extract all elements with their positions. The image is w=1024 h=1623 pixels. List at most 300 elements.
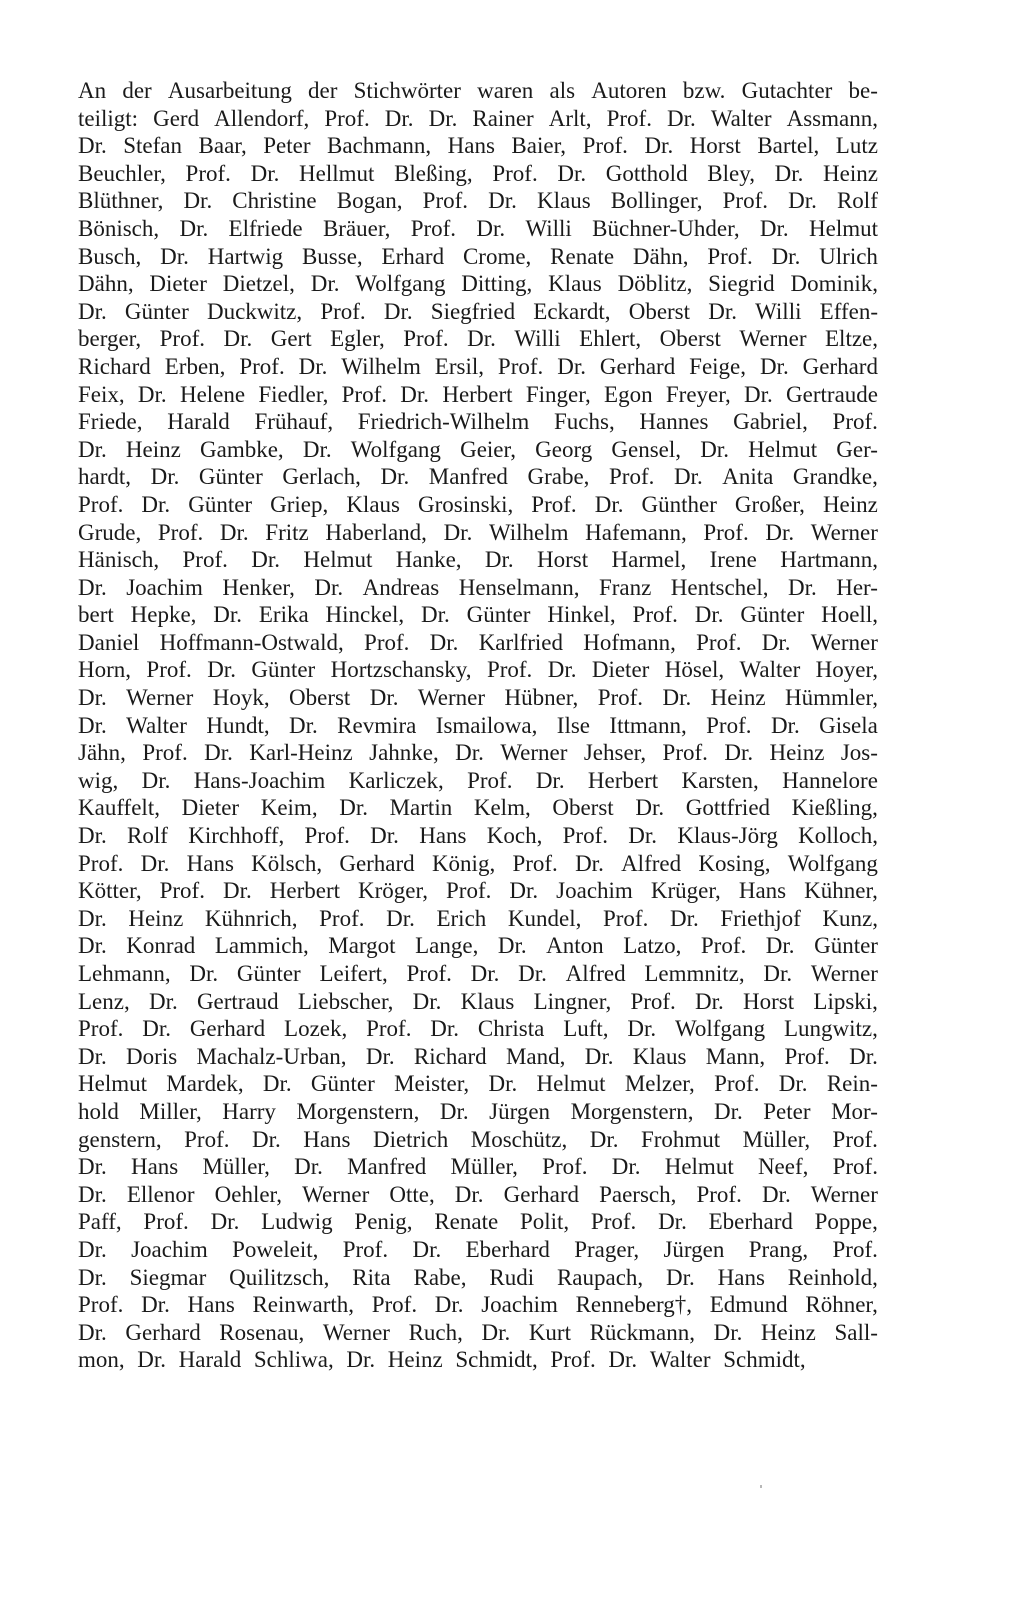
word: Werner: [810, 1181, 878, 1207]
text-line: [78, 712, 878, 740]
word: Christa: [477, 1016, 545, 1042]
word: Dr.: [467, 326, 496, 352]
word: Dr.: [251, 547, 280, 573]
word: Dr.: [78, 574, 107, 600]
word: Dr.: [628, 823, 658, 849]
word: Prof.: [512, 850, 558, 876]
word: Prof.: [184, 1126, 230, 1152]
word: Kießling,: [791, 795, 878, 821]
text-line: [78, 822, 878, 850]
word: Krüger,: [650, 878, 721, 904]
word: Jos-: [840, 740, 878, 766]
word: Kunz,: [822, 905, 878, 931]
word: Prof.: [590, 1209, 637, 1235]
word: Elfriede: [228, 215, 303, 241]
word: Dominik,: [790, 271, 878, 297]
word: Hartmann,: [780, 547, 878, 573]
word: Dr.: [150, 464, 180, 490]
word: Fiedler,: [258, 381, 329, 407]
word: Hentschel,: [670, 574, 769, 600]
word: Walter: [649, 1347, 711, 1373]
word: Richard: [78, 353, 151, 379]
text-line: [78, 243, 878, 271]
word: der: [122, 78, 152, 103]
text-line: [78, 960, 878, 988]
word: Frohmut: [640, 1126, 721, 1152]
word: Ruch,: [408, 1319, 463, 1345]
word: Günter: [124, 298, 189, 324]
word: Hanke,: [395, 547, 462, 573]
word: Dieter: [149, 271, 207, 297]
word: Klaus-Jörg: [677, 823, 778, 849]
word: Meister,: [394, 1071, 470, 1097]
word: Jehser,: [583, 740, 647, 766]
word: Moschütz,: [470, 1126, 568, 1152]
word: Rein-: [826, 1071, 878, 1097]
word: Stefan: [123, 133, 183, 159]
word: Dr.: [302, 436, 332, 462]
word: Leifert,: [319, 961, 388, 986]
word: Prof.: [364, 629, 410, 655]
text-line: [78, 767, 878, 795]
word: Eckardt,: [533, 298, 611, 324]
word: Dr.: [250, 160, 280, 186]
word: Walter: [126, 712, 187, 738]
word: Otte,: [389, 1181, 435, 1207]
word: Bley,: [707, 160, 755, 186]
word: Kröger,: [358, 878, 428, 904]
word: Heinz: [387, 1347, 443, 1373]
word: Günter: [740, 602, 805, 628]
word: Werner: [126, 685, 194, 711]
word: Dr.: [662, 685, 692, 711]
word: Dr.: [429, 629, 459, 655]
word: Müller,: [450, 1154, 518, 1180]
word: Penig,: [354, 1209, 413, 1235]
word: Hans: [303, 1126, 351, 1152]
word: Harmel,: [611, 547, 687, 573]
word: Reinwarth,: [252, 1292, 355, 1318]
word: Prof.: [366, 1016, 412, 1042]
word: Dr.: [724, 740, 754, 766]
word: Dr.: [386, 905, 415, 931]
word: Hellmut: [299, 160, 375, 186]
word: Prof.: [492, 160, 538, 186]
word: Dr.: [557, 160, 587, 186]
word: Bleßing,: [394, 160, 473, 186]
word: Hänisch,: [78, 547, 160, 573]
word: Dähn,: [632, 243, 689, 269]
word: Gutachter: [741, 78, 833, 103]
word: der: [308, 78, 338, 103]
word: Kötter,: [78, 878, 142, 904]
word: Dr.: [713, 1098, 743, 1124]
word: Dr.: [78, 712, 107, 738]
word: Joachim: [481, 1292, 558, 1318]
word: Ausarbeitung: [167, 78, 292, 103]
word: Dr.: [744, 381, 773, 407]
word: bert: [78, 602, 114, 628]
word: Hafemann,: [585, 519, 687, 545]
word: Prof.: [722, 188, 768, 214]
word: Dr.: [207, 657, 236, 683]
word: Prof.: [143, 1209, 189, 1235]
word: Fuchs,: [554, 409, 615, 435]
word: Hoyer,: [815, 657, 878, 683]
text-line: [78, 574, 878, 602]
word: hardt,: [78, 464, 132, 490]
word: Dr.: [141, 491, 171, 517]
word: Dr.: [420, 602, 450, 628]
word: Dr.: [759, 353, 789, 379]
word: Dr.: [369, 685, 399, 711]
word: Gerhard: [503, 1181, 579, 1207]
word: Lungwitz,: [783, 1016, 878, 1042]
word: Dr.: [759, 215, 789, 241]
word: Dr.: [673, 464, 703, 490]
word: Koch,: [486, 823, 543, 849]
word: Prof.: [324, 105, 370, 131]
word: Hoell,: [821, 602, 878, 628]
word: Karl-Heinz: [249, 740, 353, 766]
text-line: [78, 436, 878, 464]
word: Friede,: [78, 409, 143, 435]
text-line: [78, 932, 878, 960]
word: Dr.: [78, 1181, 107, 1207]
word: Karliczek,: [348, 767, 444, 793]
word: Dr.: [251, 1126, 281, 1152]
word: Dr.: [78, 1236, 107, 1262]
word: Arlt,: [548, 105, 592, 131]
word: Gertraud: [196, 988, 279, 1014]
word: Jähn,: [78, 740, 126, 766]
word: Christine: [232, 188, 317, 214]
word: Hösel,: [664, 657, 725, 683]
word: Kolloch,: [798, 823, 878, 849]
word: Dr.: [708, 298, 737, 324]
word: Erhard: [381, 243, 445, 269]
word: Gerhard: [599, 353, 676, 379]
word: Klaus: [460, 988, 515, 1014]
text-line: [78, 988, 878, 1016]
word: Rosenau,: [219, 1319, 305, 1345]
word: Feix,: [78, 381, 125, 407]
word: Irene: [709, 547, 757, 573]
word: Lipski,: [813, 988, 878, 1014]
word: Dr.: [78, 1319, 107, 1345]
word: Stichwörter: [353, 78, 461, 103]
word: Prof.: [609, 464, 655, 490]
word: Freyer,: [665, 381, 731, 407]
word: König,: [431, 850, 496, 876]
word: berger,: [78, 326, 142, 352]
word: Hans: [186, 850, 234, 876]
word: Prof.: [832, 1154, 878, 1180]
text-line: [78, 1346, 878, 1374]
word: Oberst: [552, 795, 614, 821]
text-line: [78, 298, 878, 326]
word: Helmut: [748, 436, 818, 462]
word: Dr.: [142, 1016, 171, 1042]
word: Hoyk,: [212, 685, 270, 711]
word: Margot: [328, 933, 396, 959]
word: Hümmler,: [785, 685, 878, 711]
word: Horst: [537, 547, 589, 573]
word: Dr.: [141, 1292, 170, 1318]
word: Beuchler,: [78, 160, 166, 186]
word: Dr.: [509, 878, 539, 904]
word: Anita: [722, 464, 774, 490]
text-line: [78, 850, 878, 878]
word: Edmund: [709, 1292, 788, 1318]
word: Kurt: [528, 1319, 571, 1345]
word: Reinhold,: [787, 1264, 878, 1290]
word: Prof.: [606, 105, 652, 131]
word: Prof.: [185, 160, 231, 186]
word: genstern,: [78, 1126, 162, 1152]
word: Günter: [188, 491, 253, 517]
word: Blüthner,: [78, 188, 164, 214]
word: Günter: [814, 933, 878, 959]
word: Dr.: [488, 188, 517, 214]
word: Kirchhoff,: [188, 823, 285, 849]
word: Heinz: [769, 740, 825, 766]
word: Anton: [546, 933, 604, 959]
word: Prang,: [748, 1236, 809, 1262]
text-line: [78, 325, 878, 353]
word: Joachim: [556, 878, 633, 904]
text-line: [78, 160, 878, 188]
word: Prof.: [703, 519, 749, 545]
word: Renate: [550, 243, 615, 269]
word: Kühnrich,: [204, 905, 298, 931]
text-line: [78, 1264, 878, 1292]
word: Dr.: [778, 1071, 808, 1097]
word: Gensel,: [611, 436, 682, 462]
word: Dr.: [137, 381, 167, 407]
word: Günter: [198, 464, 263, 490]
word: Gottfried: [685, 795, 771, 821]
word: Helmut: [536, 1071, 606, 1097]
word: Müller,: [742, 1126, 811, 1152]
word: Busch,: [78, 243, 142, 269]
word: Manfred: [428, 464, 508, 490]
word: Herbert: [442, 381, 513, 407]
text-line: [78, 270, 878, 298]
word: Dr.: [666, 1264, 695, 1290]
word: Helene: [179, 381, 246, 407]
word: Effen-: [819, 298, 878, 324]
word: Assmann,: [786, 105, 878, 131]
word: Dr.: [412, 988, 442, 1014]
word: Rabe,: [413, 1264, 467, 1290]
word: Werner: [417, 685, 486, 711]
word: Grabe,: [527, 464, 590, 490]
word: Busse,: [301, 243, 363, 269]
word: Gertraude: [786, 381, 878, 407]
word: Dr.: [400, 381, 430, 407]
word: wig,: [78, 767, 119, 793]
word: Harry: [222, 1098, 276, 1124]
text-line: [78, 1208, 878, 1236]
word: Dr.: [788, 188, 817, 214]
word: Prof.: [446, 878, 492, 904]
word: Dr.: [384, 105, 414, 131]
word: Dr.: [765, 519, 795, 545]
word: Dr.: [346, 1347, 376, 1373]
text-line: [78, 1126, 878, 1154]
word: Henselmann,: [458, 574, 580, 600]
word: Prof.: [542, 1154, 588, 1180]
word: Bollinger,: [610, 188, 703, 214]
word: Neef,: [757, 1154, 809, 1180]
word: Dr.: [761, 629, 791, 655]
word: Prof.: [550, 1347, 596, 1373]
word: Georg: [535, 436, 593, 462]
word: Erich: [436, 905, 487, 931]
word: Jahnke,: [369, 740, 439, 766]
word: Ditting,: [461, 271, 533, 297]
word: Haberland,: [325, 519, 427, 545]
word: Oberst: [628, 298, 691, 324]
word: Schmidt,: [455, 1347, 538, 1373]
word: Prof.: [662, 740, 708, 766]
word: Heinz: [760, 1319, 816, 1345]
word: Prof.: [706, 712, 752, 738]
word: Mann,: [705, 1043, 766, 1069]
word: Doris: [126, 1043, 178, 1069]
word: Kundel,: [507, 905, 582, 931]
word: Horst: [743, 988, 795, 1014]
word: Bachmann,: [327, 133, 432, 159]
word: Prof.: [832, 1126, 878, 1152]
word: Klaus: [537, 188, 591, 214]
word: Hundt,: [206, 712, 270, 738]
contributors-paragraph: [78, 77, 878, 1374]
word: Lozek,: [284, 1016, 348, 1042]
word: Quilitzsch,: [229, 1264, 330, 1290]
word: Gambke,: [200, 436, 284, 462]
text-line: [78, 381, 878, 409]
word: Wolfgang: [355, 271, 446, 297]
word: Prof.: [696, 629, 742, 655]
word: Ger-: [836, 436, 878, 462]
word: Dr.: [644, 133, 674, 159]
word: Günther: [641, 491, 717, 517]
word: Dr.: [380, 464, 410, 490]
word: Hinckel,: [325, 602, 405, 628]
word: Willi: [525, 215, 572, 241]
word: Bönisch,: [78, 215, 160, 241]
word: Dietrich: [372, 1126, 449, 1152]
word: Dr.: [78, 933, 107, 959]
word: Feige,: [689, 353, 747, 379]
text-line: [78, 77, 878, 105]
word: Günter: [310, 1071, 375, 1097]
word: Ehlert,: [579, 326, 642, 352]
word: Manfred: [347, 1154, 427, 1180]
text-line: [78, 601, 878, 629]
word: Dr.: [763, 961, 793, 986]
word: Duckwitz,: [206, 298, 303, 324]
word: Ludwig: [261, 1209, 333, 1235]
word: Melzer,: [624, 1071, 695, 1097]
word: Prager,: [574, 1236, 640, 1262]
word: Günter: [251, 657, 316, 683]
word: Werner: [739, 326, 807, 352]
word: Dr.: [204, 740, 233, 766]
word: Werner: [302, 1181, 370, 1207]
word: Rolf: [127, 823, 168, 849]
word: Dr.: [78, 436, 107, 462]
text-line: [78, 1098, 878, 1126]
word: Raupach,: [556, 1264, 644, 1290]
word: Horn,: [78, 657, 132, 683]
word: Baar,: [198, 133, 247, 159]
word: Dietzel,: [222, 271, 295, 297]
word: Prof.: [78, 1292, 124, 1318]
word: Dr.: [594, 491, 624, 517]
word: Prof.: [341, 381, 388, 407]
word: Fritz: [265, 519, 309, 545]
word: Herbert: [269, 878, 341, 904]
word: Prof.: [159, 878, 205, 904]
word: Klaus: [346, 491, 400, 517]
word: Grude,: [78, 519, 142, 545]
word: Lehmann,: [78, 961, 171, 986]
word: Dr.: [535, 767, 565, 793]
word: Dr.: [213, 602, 243, 628]
text-line: [78, 215, 878, 243]
word: Latzo,: [623, 933, 682, 959]
word: Gerhard: [125, 1319, 201, 1345]
word: Dr.: [589, 1126, 619, 1152]
word: bzw.: [682, 78, 726, 103]
word: Hoffmann-Ostwald,: [159, 629, 344, 655]
word: Dr.: [765, 933, 795, 959]
word: Daniel: [78, 629, 140, 655]
word: Franz: [598, 574, 652, 600]
word: Prof.: [630, 988, 676, 1014]
word: mon,: [78, 1347, 125, 1373]
word: Peter: [763, 1098, 811, 1124]
word: Luft,: [563, 1016, 609, 1042]
word: Dr.: [761, 1181, 791, 1207]
word: Hans: [717, 1264, 765, 1290]
text-line: [78, 132, 878, 160]
word: Prof.: [319, 905, 365, 931]
word: Dr.: [849, 1043, 878, 1069]
word: Mor-: [831, 1098, 878, 1124]
word: Büchner-Uhder,: [592, 215, 740, 241]
word: Klaus: [548, 271, 602, 297]
word: Günter: [466, 602, 531, 628]
word: Joachim: [131, 1236, 208, 1262]
word: Dr.: [439, 1098, 469, 1124]
word: Dr.: [694, 602, 724, 628]
word: Dr.: [434, 1292, 464, 1318]
text-line: [78, 1153, 878, 1181]
word: Ittmann,: [609, 712, 687, 738]
word: Dähn,: [78, 271, 134, 297]
word: Hofmann,: [583, 629, 676, 655]
word: Jürgen: [663, 1236, 725, 1262]
word: Griep,: [270, 491, 329, 517]
word: Werner: [500, 740, 568, 766]
word: Dr.: [294, 1154, 323, 1180]
word: Werner: [810, 629, 878, 655]
text-line: [78, 1015, 878, 1043]
